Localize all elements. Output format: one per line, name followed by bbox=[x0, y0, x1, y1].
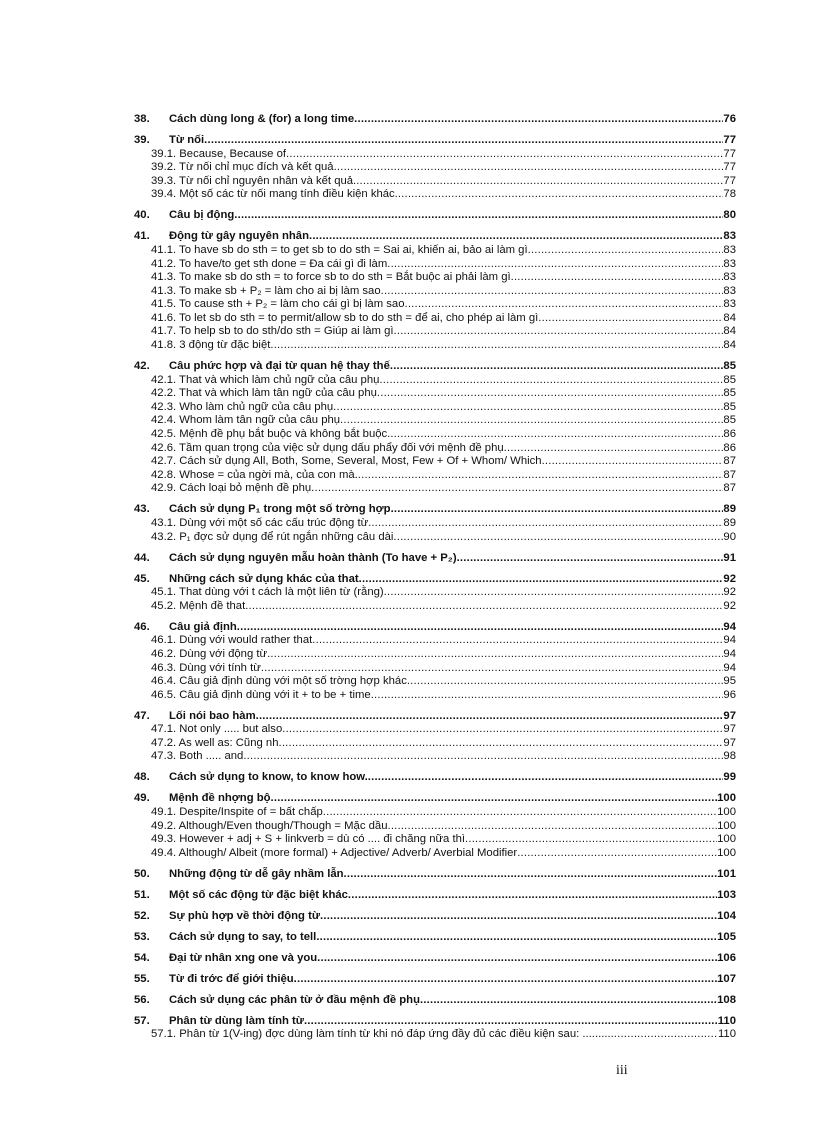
toc-subsection[interactable] bbox=[134, 244, 736, 258]
toc-page-number: 85 bbox=[723, 400, 736, 413]
toc-section-number: 54. bbox=[134, 951, 150, 964]
toc-section-number: 52. bbox=[134, 909, 150, 922]
toc-subsection-title: 42.9. Cách loại bỏ mệnh đề phụ bbox=[151, 482, 312, 495]
dot-leader bbox=[270, 339, 723, 353]
toc-section-number: 38. bbox=[134, 113, 150, 125]
dot-leader bbox=[387, 820, 717, 834]
toc-subsection-title: 42.8. Whose = của ngời mà, của con mà. bbox=[151, 468, 358, 481]
toc-section[interactable] bbox=[134, 910, 736, 924]
toc-section-title: Động từ gây nguyên nhân bbox=[169, 230, 309, 243]
dot-leader bbox=[323, 806, 717, 820]
toc-page-number: 86 bbox=[723, 441, 736, 454]
dot-leader bbox=[204, 134, 723, 148]
toc-subsection[interactable] bbox=[134, 312, 736, 326]
toc-section-number: 45. bbox=[134, 572, 150, 585]
toc-subsection[interactable] bbox=[134, 161, 736, 175]
toc-section[interactable] bbox=[134, 573, 736, 587]
toc-subsection[interactable] bbox=[134, 689, 736, 703]
toc-section-number: 39. bbox=[134, 133, 150, 146]
toc-section[interactable] bbox=[134, 792, 736, 806]
toc-page-number: 97 bbox=[723, 723, 736, 736]
dot-leader bbox=[348, 889, 717, 903]
toc-section-number: 53. bbox=[134, 930, 150, 943]
dot-leader bbox=[245, 600, 723, 614]
dot-leader bbox=[371, 689, 724, 703]
toc-subsection-title: 43.1. Dùng với một số các cấu trúc động từ. bbox=[151, 516, 372, 529]
toc-subsection[interactable] bbox=[134, 325, 736, 339]
toc-subsection-title: 45.1. That dùng với t cách là một liên từ (rằng) bbox=[151, 586, 384, 599]
toc-section[interactable] bbox=[134, 889, 736, 903]
dot-leader bbox=[304, 1015, 718, 1029]
dot-leader bbox=[390, 360, 724, 374]
toc-subsection-title: 42.3. Who làm chủ ngữ của câu phụ bbox=[151, 400, 334, 413]
toc-section-number: 43. bbox=[134, 503, 150, 516]
toc-subsection[interactable] bbox=[134, 662, 736, 676]
dot-leader bbox=[538, 312, 723, 326]
toc-subsection-title: 46.1. Dùng với would rather that bbox=[151, 634, 313, 647]
toc-page-number: 96 bbox=[723, 688, 736, 701]
toc-section-number: 42. bbox=[134, 360, 150, 373]
dot-leader bbox=[387, 258, 723, 272]
dot-leader bbox=[261, 662, 724, 676]
dot-leader bbox=[393, 531, 723, 545]
page-number: iii bbox=[616, 1063, 628, 1078]
toc-section-number: 55. bbox=[134, 972, 150, 985]
toc-section-title: Từ nối bbox=[169, 133, 205, 146]
toc-page-number: 99 bbox=[723, 771, 736, 784]
toc-section[interactable] bbox=[134, 973, 736, 987]
dot-leader bbox=[407, 675, 724, 689]
dot-leader bbox=[379, 374, 723, 388]
toc-section-title: Những cách sử dụng khác của that bbox=[169, 572, 359, 585]
toc-subsection-title: 41.7. To help sb to do sth/do sth = Giúp ai làm gì bbox=[151, 325, 394, 338]
toc-subsection-title: 47.3. Both ..... and bbox=[151, 750, 244, 763]
dot-leader bbox=[267, 648, 723, 662]
toc-section-title: Cách sử dụng các phân từ ở đầu mệnh đề phụ bbox=[169, 993, 420, 1006]
toc-section-title: Cách sử dụng to know, to know how. bbox=[169, 771, 368, 784]
toc-page-number: 92 bbox=[723, 599, 736, 612]
dot-leader bbox=[614, 1028, 718, 1042]
toc-subsection[interactable] bbox=[134, 442, 736, 456]
dot-leader bbox=[243, 750, 723, 764]
toc-page-number: 94 bbox=[723, 634, 736, 647]
toc-subsection[interactable] bbox=[134, 414, 736, 428]
toc-page-number: 100 bbox=[717, 846, 736, 859]
dot-leader bbox=[278, 737, 723, 751]
dot-leader bbox=[311, 482, 723, 496]
toc-page-number: 101 bbox=[717, 867, 736, 880]
toc-page-number: 84 bbox=[723, 339, 736, 352]
toc-subsection-title: 41.3. To make sb do sth = to force sb to do sth = Bắt buộc ai phải làm gì bbox=[151, 271, 511, 284]
dot-leader bbox=[234, 209, 723, 223]
toc-section[interactable] bbox=[134, 952, 736, 966]
toc-section-title: Cách sử dụng to say, to tell bbox=[169, 930, 317, 943]
toc-section-number: 48. bbox=[134, 771, 150, 784]
toc-subsection[interactable] bbox=[134, 586, 736, 600]
toc-section-title: Một số các động từ đặc biệt khác bbox=[169, 888, 348, 901]
toc-page-number: 77 bbox=[723, 147, 736, 160]
toc-subsection[interactable] bbox=[134, 750, 736, 764]
toc-section-title: Cách sử dụng nguyên mẫu hoàn thành (To have + P₂) bbox=[169, 551, 457, 564]
toc-section[interactable] bbox=[134, 360, 736, 374]
toc-page-number: 100 bbox=[717, 833, 736, 846]
toc-subsection-title: 47.1. Not only ..... but also bbox=[151, 723, 283, 736]
toc-section[interactable] bbox=[134, 710, 736, 724]
toc-page-number: 83 bbox=[723, 284, 736, 297]
toc-page-number: 86 bbox=[723, 428, 736, 441]
dot-leader bbox=[377, 387, 724, 401]
toc-subsection[interactable] bbox=[134, 648, 736, 662]
toc-page-number: 85 bbox=[723, 387, 736, 400]
toc-page-number: 90 bbox=[723, 530, 736, 543]
toc-subsection-title: 42.7. Cách sử dụng All, Both, Some, Several, Most, Few + Of + Whom/ Which bbox=[151, 455, 542, 468]
dot-leader bbox=[294, 973, 717, 987]
dot-leader bbox=[394, 325, 724, 339]
toc-section-number: 40. bbox=[134, 209, 150, 222]
toc-page-number: 94 bbox=[723, 661, 736, 674]
toc-section-number: 41. bbox=[134, 230, 150, 243]
dot-leader bbox=[286, 148, 723, 162]
dot-leader bbox=[398, 188, 724, 202]
toc-subsection[interactable] bbox=[134, 723, 736, 737]
toc-page-number: 78 bbox=[723, 188, 736, 201]
toc-page-number: 92 bbox=[723, 586, 736, 599]
toc-page-number: 97 bbox=[723, 736, 736, 749]
toc-subsection[interactable] bbox=[134, 258, 736, 272]
dot-leader bbox=[390, 428, 723, 442]
toc-subsection-title: 42.6. Tầm quan trọng của việc sử dụng dấu phẩy đối với mệnh đề phụ bbox=[151, 441, 504, 454]
dot-leader bbox=[528, 244, 724, 258]
dot-leader bbox=[517, 847, 717, 861]
toc-section[interactable] bbox=[134, 621, 736, 635]
toc-subsection[interactable] bbox=[134, 737, 736, 751]
toc-subsection-title: 41.6. To let sb do sth = to permit/allow sb to do sth = để ai, cho phép ai làm gì bbox=[151, 311, 539, 324]
toc-section-title: Mệnh đề nhợng bộ bbox=[169, 792, 271, 805]
toc-subsection-title: 41.2. To have/to get sth done = Đa cái gì đi làm bbox=[151, 257, 388, 270]
dot-leader bbox=[420, 994, 717, 1008]
toc-section-number: 51. bbox=[134, 888, 150, 901]
toc-section-title: Câu giả định bbox=[169, 620, 237, 633]
toc-page-number: 100 bbox=[717, 819, 736, 832]
toc-page-number: 105 bbox=[717, 930, 736, 943]
toc-subsection[interactable] bbox=[134, 675, 736, 689]
toc-subsection-title: 46.2. Dùng với động từ bbox=[151, 647, 268, 660]
toc-page-number: 77 bbox=[723, 174, 736, 187]
toc-section[interactable] bbox=[134, 209, 736, 223]
dot-leader bbox=[316, 931, 717, 945]
toc-subsection[interactable] bbox=[134, 188, 736, 202]
toc-section[interactable] bbox=[134, 503, 736, 517]
toc-section-title: Câu bị động bbox=[169, 209, 235, 222]
toc-page-number: 107 bbox=[717, 972, 736, 985]
toc-section-number: 57. bbox=[134, 1014, 150, 1027]
toc-subsection-title: 47.2. As well as: Cũng nh bbox=[151, 736, 279, 749]
dot-leader bbox=[371, 517, 723, 531]
dot-leader bbox=[381, 285, 724, 299]
dot-leader bbox=[333, 401, 723, 415]
toc-subsection-title: 49.4. Although/ Albeit (more formal) + Adjective/ Adverb/ Averbial Modifier bbox=[151, 846, 518, 859]
toc-subsection[interactable] bbox=[134, 148, 736, 162]
toc-subsection-title: 45.2. Mệnh đề that bbox=[151, 599, 246, 612]
toc-page-number: 106 bbox=[717, 951, 736, 964]
toc-section-title: Cách dùng long & (for) a long time bbox=[169, 113, 355, 125]
toc-page-number: 85 bbox=[723, 360, 736, 373]
toc-subsection-title: 49.3. However + adj + S + linkverb = dù có .... đi chăng nữa thì bbox=[151, 833, 466, 846]
toc-page-number: 91 bbox=[723, 551, 736, 564]
toc-page-number: 103 bbox=[717, 888, 736, 901]
toc-subsection[interactable] bbox=[134, 833, 736, 847]
toc-section-title: Đại từ nhân xng one và you bbox=[169, 951, 318, 964]
dot-leader bbox=[354, 113, 723, 127]
toc-subsection[interactable] bbox=[134, 298, 736, 312]
toc-page-number: 83 bbox=[723, 271, 736, 284]
dot-leader bbox=[358, 469, 724, 483]
toc-subsection-title: 43.2. P₁ đợc sử dụng để rút ngắn những câu dài bbox=[151, 530, 394, 543]
dot-leader bbox=[334, 161, 724, 175]
toc-section[interactable] bbox=[134, 931, 736, 945]
dot-leader bbox=[384, 586, 724, 600]
toc-subsection-title: 42.5. Mệnh đề phụ bắt buộc và không bắt buộc. bbox=[151, 428, 391, 441]
toc-subsection[interactable] bbox=[134, 455, 736, 469]
toc-page-number: 100 bbox=[717, 792, 736, 805]
dot-leader bbox=[404, 298, 723, 312]
dot-leader bbox=[465, 833, 717, 847]
toc-section-number: 56. bbox=[134, 993, 150, 1006]
dot-leader bbox=[256, 710, 724, 724]
toc-page-number: 84 bbox=[723, 325, 736, 338]
toc-subsection[interactable] bbox=[134, 847, 736, 861]
toc-subsection-title: 42.1. That và which làm chủ ngữ của câu phụ bbox=[151, 373, 380, 386]
toc-subsection-title: 49.1. Despite/Inspite of = bất chấp bbox=[151, 806, 323, 819]
toc-page-number: 94 bbox=[723, 620, 736, 633]
dot-leader bbox=[359, 573, 724, 587]
dot-leader bbox=[317, 952, 717, 966]
toc-subsection-title: 49.2. Although/Even though/Though = Mặc dầu bbox=[151, 819, 388, 832]
toc-subsection-title: 39.3. Từ nối chỉ nguyên nhân và kết quả. bbox=[151, 174, 357, 187]
toc-page-number: 100 bbox=[717, 806, 736, 819]
toc-section-number: 50. bbox=[134, 867, 150, 880]
toc-subsection-title: 39.2. Từ nối chỉ mục đích và kết quả bbox=[151, 161, 334, 174]
toc-subsection-title: 41.3. To make sb + P₂ = làm cho ai bị làm sao bbox=[151, 284, 381, 297]
dot-leader bbox=[282, 723, 723, 737]
toc-page-number: 89 bbox=[723, 516, 736, 529]
toc-subsection[interactable] bbox=[134, 482, 736, 496]
toc-subsection-title: 46.5. Câu giả định dùng với it + to be + time bbox=[151, 688, 371, 701]
toc-page-number: 95 bbox=[723, 675, 736, 688]
toc-subsection[interactable] bbox=[134, 1028, 736, 1042]
toc-subsection[interactable] bbox=[134, 401, 736, 415]
toc-page-number: 83 bbox=[723, 243, 736, 256]
dot-leader bbox=[368, 771, 724, 785]
dot-leader bbox=[542, 455, 724, 469]
toc-page-number: 110 bbox=[717, 1014, 736, 1027]
toc-section[interactable] bbox=[134, 134, 736, 148]
toc-subsection[interactable] bbox=[134, 634, 736, 648]
toc-page-number: 97 bbox=[723, 709, 736, 722]
toc-page-number: 85 bbox=[723, 373, 736, 386]
toc-page-number: 87 bbox=[723, 482, 736, 495]
toc-section-number: 49. bbox=[134, 792, 150, 805]
toc-subsection[interactable] bbox=[134, 285, 736, 299]
toc-page-number: 77 bbox=[723, 133, 736, 146]
toc-subsection-title: 46.3. Dùng với tính từ bbox=[151, 661, 261, 674]
toc-page-number: 92 bbox=[723, 572, 736, 585]
toc-section[interactable] bbox=[134, 771, 736, 785]
toc-subsection-title: 39.1. Because, Because of bbox=[151, 147, 287, 160]
toc-section-title: Những động từ dễ gây nhầm lẫn bbox=[169, 867, 344, 880]
dot-leader bbox=[340, 414, 723, 428]
dot-leader bbox=[237, 621, 724, 635]
toc-page-number: 89 bbox=[723, 503, 736, 516]
toc-page-number: 104 bbox=[717, 909, 736, 922]
toc-page-number: 76 bbox=[723, 113, 736, 125]
dot-leader bbox=[312, 634, 723, 648]
toc-subsection-title: 42.2. That và which làm tân ngữ của câu phụ bbox=[151, 387, 377, 400]
toc-page-number: 98 bbox=[723, 750, 736, 763]
toc-section-title: Lối nói bao hàm bbox=[169, 709, 256, 722]
toc-page-number: 77 bbox=[723, 161, 736, 174]
dot-leader bbox=[320, 910, 717, 924]
toc-section-title: Sự phù hợp về thời động từ bbox=[169, 909, 321, 922]
toc-subsection[interactable] bbox=[134, 469, 736, 483]
dot-leader bbox=[391, 503, 724, 517]
toc-subsection[interactable] bbox=[134, 339, 736, 353]
toc-subsection[interactable] bbox=[134, 271, 736, 285]
toc-subsection[interactable] bbox=[134, 428, 736, 442]
toc-page-number: 83 bbox=[723, 257, 736, 270]
toc-page-number: 83 bbox=[723, 298, 736, 311]
toc-subsection-title: 46.4. Câu giả định dùng với một số trờng hợp khác bbox=[151, 675, 407, 688]
toc-subsection[interactable] bbox=[134, 517, 736, 531]
toc-subsection-title: 57.1. Phân từ 1(V-ing) đợc dùng làm tính từ khi nó đáp ứng đầy đủ các điều kiện sau: .......... bbox=[151, 1028, 614, 1041]
dot-leader bbox=[344, 868, 718, 882]
dot-leader bbox=[309, 230, 723, 244]
toc-subsection[interactable] bbox=[134, 820, 736, 834]
toc-section[interactable] bbox=[134, 230, 736, 244]
toc-section[interactable] bbox=[134, 113, 736, 127]
toc-subsection[interactable] bbox=[134, 175, 736, 189]
toc-page-number: 110 bbox=[717, 1028, 736, 1041]
toc-section[interactable] bbox=[134, 994, 736, 1008]
toc-subsection-title: 39.4. Một số các từ nối mang tính điều kiện khác. bbox=[151, 188, 398, 201]
toc-subsection[interactable] bbox=[134, 806, 736, 820]
table-of-contents bbox=[134, 113, 736, 1042]
toc-section[interactable] bbox=[134, 868, 736, 882]
dot-leader bbox=[271, 792, 718, 806]
toc-page-number: 87 bbox=[723, 455, 736, 468]
toc-page-number: 83 bbox=[723, 230, 736, 243]
dot-leader bbox=[356, 175, 723, 189]
toc-section-title: Câu phức hợp và đại từ quan hệ thay thế bbox=[169, 360, 390, 373]
toc-page-number: 94 bbox=[723, 647, 736, 660]
toc-section-number: 46. bbox=[134, 620, 150, 633]
toc-subsection[interactable] bbox=[134, 600, 736, 614]
dot-leader bbox=[457, 552, 724, 566]
toc-page-number: 108 bbox=[717, 993, 736, 1006]
toc-subsection[interactable] bbox=[134, 374, 736, 388]
toc-subsection[interactable] bbox=[134, 531, 736, 545]
toc-subsection[interactable] bbox=[134, 387, 736, 401]
toc-section-title: Phân từ dùng làm tính từ bbox=[169, 1014, 304, 1027]
toc-subsection-title: 41.5. To cause sth + P₂ = làm cho cái gì bị làm sao bbox=[151, 298, 405, 311]
toc-page-number: 80 bbox=[723, 209, 736, 222]
toc-section-number: 47. bbox=[134, 709, 150, 722]
dot-leader bbox=[504, 442, 724, 456]
dot-leader bbox=[511, 271, 724, 285]
toc-page-number: 87 bbox=[723, 468, 736, 481]
toc-subsection-title: 42.4. Whom làm tân ngữ của câu phụ bbox=[151, 414, 341, 427]
toc-section[interactable] bbox=[134, 552, 736, 566]
toc-section[interactable] bbox=[134, 1015, 736, 1029]
toc-section-number: 44. bbox=[134, 551, 150, 564]
toc-section-title: Cách sử dụng P₁ trong một số trờng hợp bbox=[169, 503, 391, 516]
toc-subsection-title: 41.8. 3 động từ đặc biệt bbox=[151, 339, 271, 352]
toc-section-title: Từ đi trớc để giới thiệu bbox=[169, 972, 294, 985]
toc-page-number: 84 bbox=[723, 311, 736, 324]
toc-page-number: 85 bbox=[723, 414, 736, 427]
toc-subsection-title: 41.1. To have sb do sth = to get sb to do sth = Sai ai, khiến ai, bảo ai làm gì bbox=[151, 243, 528, 256]
